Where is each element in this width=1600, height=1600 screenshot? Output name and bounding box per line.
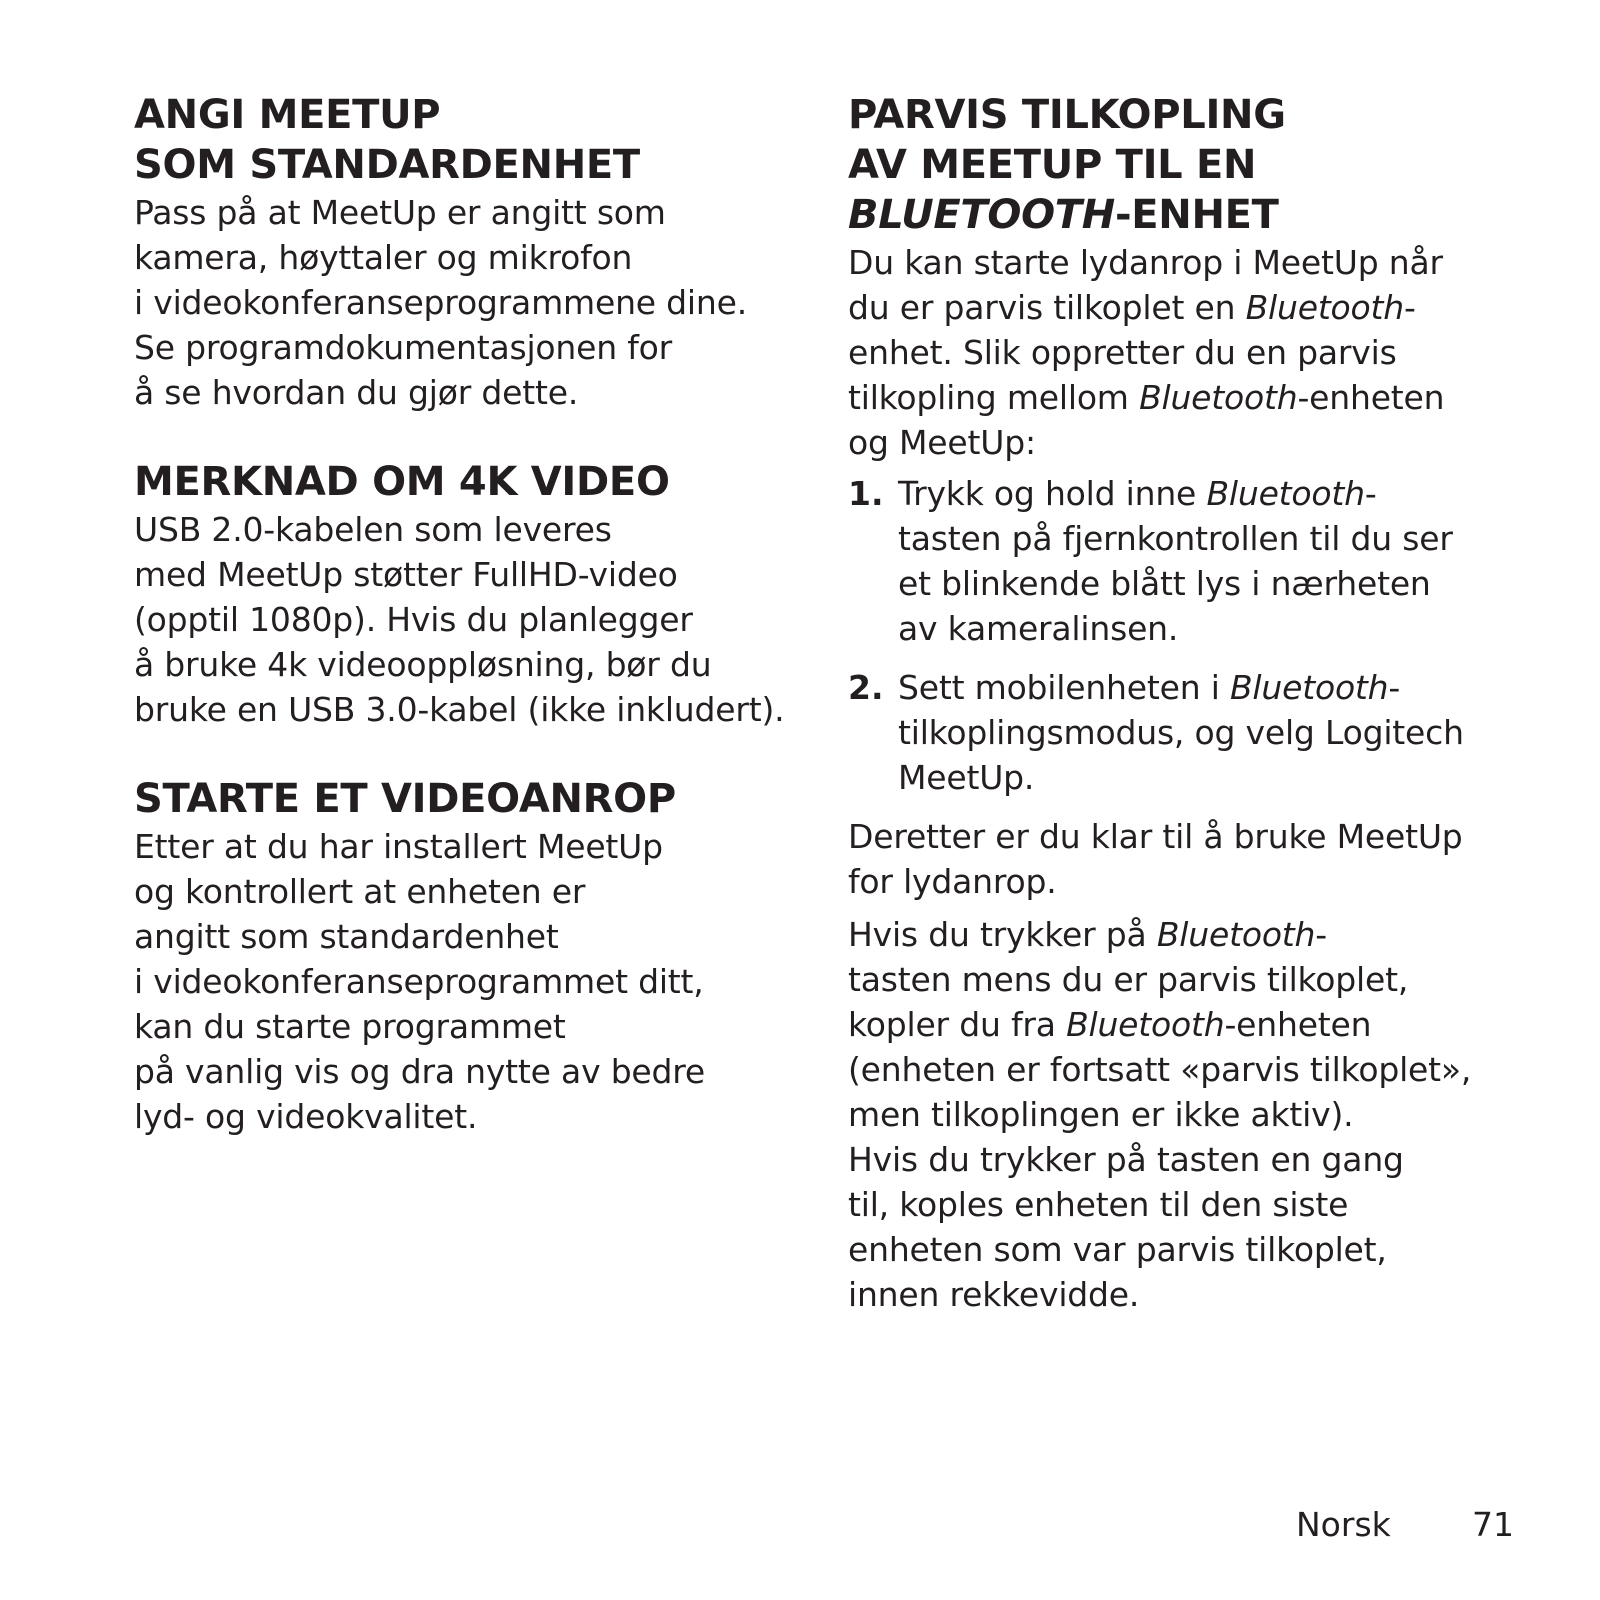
- title-italic: BLUETOOTH: [848, 192, 1115, 238]
- body-line: Du kan starte lydanrop i MeetUp når: [848, 243, 1443, 282]
- title-line: PARVIS TILKOPLING: [848, 92, 1286, 138]
- text-run: -enheten: [1224, 1005, 1372, 1044]
- text-run: -: [1388, 668, 1401, 707]
- section-body: [134, 190, 794, 415]
- body-line: av kameralinsen.: [898, 609, 1179, 648]
- section-bluetooth-pairing: [848, 90, 1528, 1317]
- list-item: [848, 665, 1528, 800]
- body-line: innen rekkevidde.: [848, 1275, 1140, 1314]
- intro-paragraph: [848, 240, 1528, 465]
- body-line: [848, 375, 1528, 420]
- footer-language: Norsk: [1296, 1505, 1391, 1544]
- section-body: [134, 507, 794, 732]
- title-line: ANGI MEETUP: [134, 92, 441, 138]
- title-line: [848, 190, 1528, 240]
- body-line: kan du starte programmet: [134, 1007, 566, 1046]
- body-line: (enheten er fortsatt «parvis tilkoplet»,: [848, 1050, 1472, 1089]
- text-run: tilkopling mellom: [848, 378, 1140, 417]
- body-line: kamera, høyttaler og mikrofon: [134, 238, 633, 277]
- body-line: å se hvordan du gjør dette.: [134, 373, 579, 412]
- body-line: [848, 285, 1528, 330]
- list-item: [848, 471, 1528, 651]
- step-text: [898, 471, 1528, 651]
- step-number: 1.: [848, 474, 884, 513]
- after-paragraph: [848, 814, 1528, 904]
- body-line: til, koples enheten til den siste: [848, 1185, 1349, 1224]
- body-line: for lydanrop.: [848, 862, 1057, 901]
- italic-run: Bluetooth: [1066, 1005, 1225, 1044]
- title-line: SOM STANDARDENHET: [134, 142, 640, 188]
- body-line: tasten mens du er parvis tilkoplet,: [848, 960, 1409, 999]
- body-line: i videokonferanseprogrammene dine.: [134, 283, 747, 322]
- section-title: STARTE ET VIDEOANROP: [134, 776, 676, 822]
- body-line: å bruke 4k videooppløsning, bør du: [134, 645, 712, 684]
- body-line: og MeetUp:: [848, 423, 1036, 462]
- body-line: [848, 1002, 1528, 1047]
- body-line: enheten som var parvis tilkoplet,: [848, 1230, 1387, 1269]
- step-text: [898, 665, 1528, 800]
- text-run: Trykk og hold inne: [898, 474, 1207, 513]
- body-line: Pass på at MeetUp er angitt som: [134, 193, 666, 232]
- body-line: lyd- og videokvalitet.: [134, 1097, 478, 1136]
- section-4k-video: [134, 457, 794, 732]
- body-line: angitt som standardenhet: [134, 917, 559, 956]
- italic-run: Bluetooth: [1156, 915, 1316, 954]
- body-line: Hvis du trykker på tasten en gang: [848, 1140, 1404, 1179]
- body-line: et blinkende blått lys i nærheten: [898, 564, 1431, 603]
- text-run: -: [1315, 915, 1327, 954]
- title-line: AV MEETUP TIL EN: [848, 142, 1257, 188]
- italic-run: Bluetooth: [1139, 378, 1298, 417]
- body-line: Etter at du har installert MeetUp: [134, 827, 663, 866]
- page-number: 71: [1472, 1505, 1514, 1544]
- left-column: [134, 90, 794, 1181]
- body-line: og kontrollert at enheten er: [134, 872, 586, 911]
- right-column: [848, 90, 1528, 1317]
- text-run: kopler du fra: [848, 1005, 1067, 1044]
- steps-list: [848, 471, 1528, 800]
- title-rest: -ENHET: [1114, 192, 1279, 238]
- body-line: enhet. Slik oppretter du en parvis: [848, 333, 1397, 372]
- step-number: 2.: [848, 668, 884, 707]
- section-body: [134, 824, 794, 1139]
- body-line: MeetUp.: [898, 758, 1035, 797]
- body-line: tilkoplingsmodus, og velg Logitech: [898, 713, 1464, 752]
- italic-run: Bluetooth: [1206, 474, 1365, 513]
- body-line: USB 2.0-kabelen som leveres: [134, 510, 612, 549]
- text-run: -: [1404, 288, 1416, 327]
- body-line: (opptil 1080p). Hvis du planlegger: [134, 600, 693, 639]
- text-run: -enheten: [1297, 378, 1445, 417]
- body-line: [848, 912, 1528, 957]
- section-title: MERKNAD OM 4K VIDEO: [134, 459, 670, 505]
- body-line: på vanlig vis og dra nytte av bedre: [134, 1052, 706, 1091]
- section-title: [134, 90, 794, 190]
- body-line: [898, 471, 1528, 516]
- italic-run: Bluetooth: [1245, 288, 1404, 327]
- section-default-device: [134, 90, 794, 415]
- body-line: bruke en USB 3.0-kabel (ikke inkludert).: [134, 690, 785, 729]
- section-video-call: [134, 774, 794, 1139]
- text-run: Sett mobilenheten i: [898, 668, 1230, 707]
- body-line: Se programdokumentasjonen for: [134, 328, 673, 367]
- text-run: du er parvis tilkoplet en: [848, 288, 1246, 327]
- body-line: [898, 665, 1528, 710]
- body-line: tasten på fjernkontrollen til du ser: [898, 519, 1453, 558]
- body-line: men tilkoplingen er ikke aktiv).: [848, 1095, 1354, 1134]
- body-line: i videokonferanseprogrammet ditt,: [134, 962, 704, 1001]
- text-run: -: [1364, 474, 1377, 513]
- text-run: Hvis du trykker på: [848, 915, 1157, 954]
- body-line: med MeetUp støtter FullHD-video: [134, 555, 678, 594]
- section-title: [848, 90, 1528, 240]
- body-line: Deretter er du klar til å bruke MeetUp: [848, 817, 1463, 856]
- disconnect-paragraph: [848, 912, 1528, 1317]
- italic-run: Bluetooth: [1229, 668, 1389, 707]
